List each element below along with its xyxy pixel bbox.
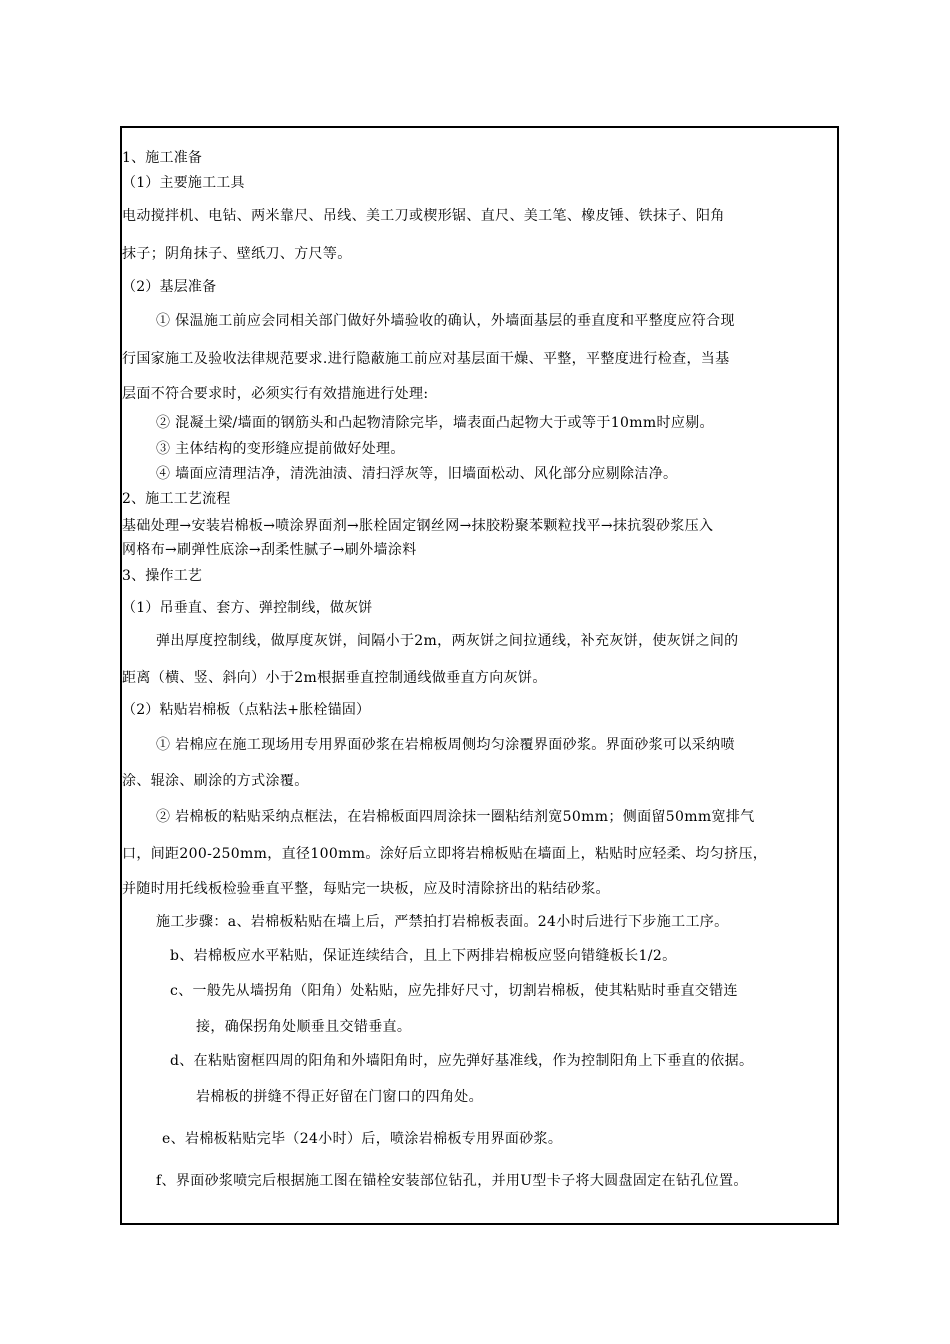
construction-step: f、界面砂浆喷完后根据施工图在锚栓安装部位钻孔，并用U型卡子将大圆盘固定在钻孔位置。 <box>156 1173 748 1189</box>
construction-step: b、岩棉板应水平粘贴，保证连续结合，且上下两排岩棉板应竖向错缝板长1/2。 <box>170 948 677 964</box>
paste-paragraph-line: ② 岩棉板的粘贴采纳点框法，在岩棉板面四周涂抹一圈粘结剂宽50mm；侧面留50mm宽排气 <box>156 809 755 825</box>
process-flow-line: 基础处理→安装岩棉板→喷涂界面剂→胀栓固定钢丝网→抹胶粉聚苯颗粒找平→抹抗裂砂浆压入 <box>122 518 714 534</box>
plumb-text-line: 距离（横、竖、斜向）小于2m根据垂直控制通线做垂直方向灰饼。 <box>122 670 547 686</box>
construction-step: 接，确保拐角处顺垂且交错垂直。 <box>196 1019 412 1035</box>
construction-step: d、在粘贴窗框四周的阳角和外墙阳角时，应先弹好基准线，作为控制阳角上下垂直的依据。 <box>170 1053 754 1069</box>
base-prep-item: ③ 主体结构的变形缝应提前做好处理。 <box>156 441 405 457</box>
section-3-subheading-paste: （2）粘贴岩棉板（点粘法+胀栓锚固） <box>122 702 371 718</box>
tools-text-line: 电动搅拌机、电钻、两米靠尺、吊线、美工刀或楔形锯、直尺、美工笔、橡皮锤、铁抹子、阳角 <box>122 208 725 224</box>
construction-step: 岩棉板的拼缝不得正好留在门窗口的四角处。 <box>196 1089 483 1105</box>
base-prep-paragraph-line: 行国家施工及验收法律规范要求.进行隐蔽施工前应对基层面干燥、平整，平整度进行检查，当基 <box>122 351 730 367</box>
construction-step: c、一般先从墙拐角（阳角）处粘贴，应先排好尺寸，切割岩棉板，使其粘贴时垂直交错连 <box>170 983 738 999</box>
section-3-subheading-plumb: （1）吊垂直、套方、弹控制线，做灰饼 <box>122 600 373 616</box>
paste-paragraph-line: 并随时用托线板检验垂直平整，每贴完一块板，应及时清除挤出的粘结砂浆。 <box>122 881 610 897</box>
base-prep-paragraph-line: 层面不符合要求时，必须实行有效措施进行处理: <box>122 386 429 402</box>
base-prep-item: ② 混凝土梁/墙面的钢筋头和凸起物清除完毕，墙表面凸起物大于或等于10mm时应剔。 <box>156 415 714 431</box>
section-3-heading: 3、操作工艺 <box>122 568 203 584</box>
tools-text-line: 抹子；阴角抹子、壁纸刀、方尺等。 <box>122 246 352 262</box>
base-prep-paragraph-line: ① 保温施工前应会同相关部门做好外墙验收的确认，外墙面基层的垂直度和平整度应符合现 <box>156 313 735 329</box>
paste-paragraph-line: ① 岩棉应在施工现场用专用界面砂浆在岩棉板周侧均匀涂覆界面砂浆。界面砂浆可以采纳喷 <box>156 737 735 753</box>
base-prep-item: ④ 墙面应清理洁净，清洗油渍、清扫浮灰等，旧墙面松动、风化部分应剔除洁净。 <box>156 466 678 482</box>
construction-step: 施工步骤：a、岩棉板粘贴在墙上后，严禁拍打岩棉板表面。24小时后进行下步施工工序。 <box>156 914 729 930</box>
section-1-subheading-tools: （1）主要施工工具 <box>122 175 245 191</box>
construction-step: e、岩棉板粘贴完毕（24小时）后，喷涂岩棉板专用界面砂浆。 <box>162 1131 563 1147</box>
paste-paragraph-line: 涂、辊涂、刷涂的方式涂覆。 <box>122 773 309 789</box>
section-1-subheading-base: （2）基层准备 <box>122 279 217 295</box>
paste-paragraph-line: 口，间距200-250mm，直径100mm。涂好后立即将岩棉板贴在墙面上，粘贴时应轻柔、均匀挤压， <box>122 846 768 862</box>
plumb-text-line: 弹出厚度控制线，做厚度灰饼，间隔小于2m，两灰饼之间拉通线，补充灰饼，使灰饼之间的 <box>156 633 739 649</box>
section-1-heading: 1、施工准备 <box>122 150 203 166</box>
section-2-heading: 2、施工工艺流程 <box>122 491 231 507</box>
process-flow-line: 网格布→刷弹性底涂→刮柔性腻子→刷外墙涂料 <box>122 542 417 558</box>
